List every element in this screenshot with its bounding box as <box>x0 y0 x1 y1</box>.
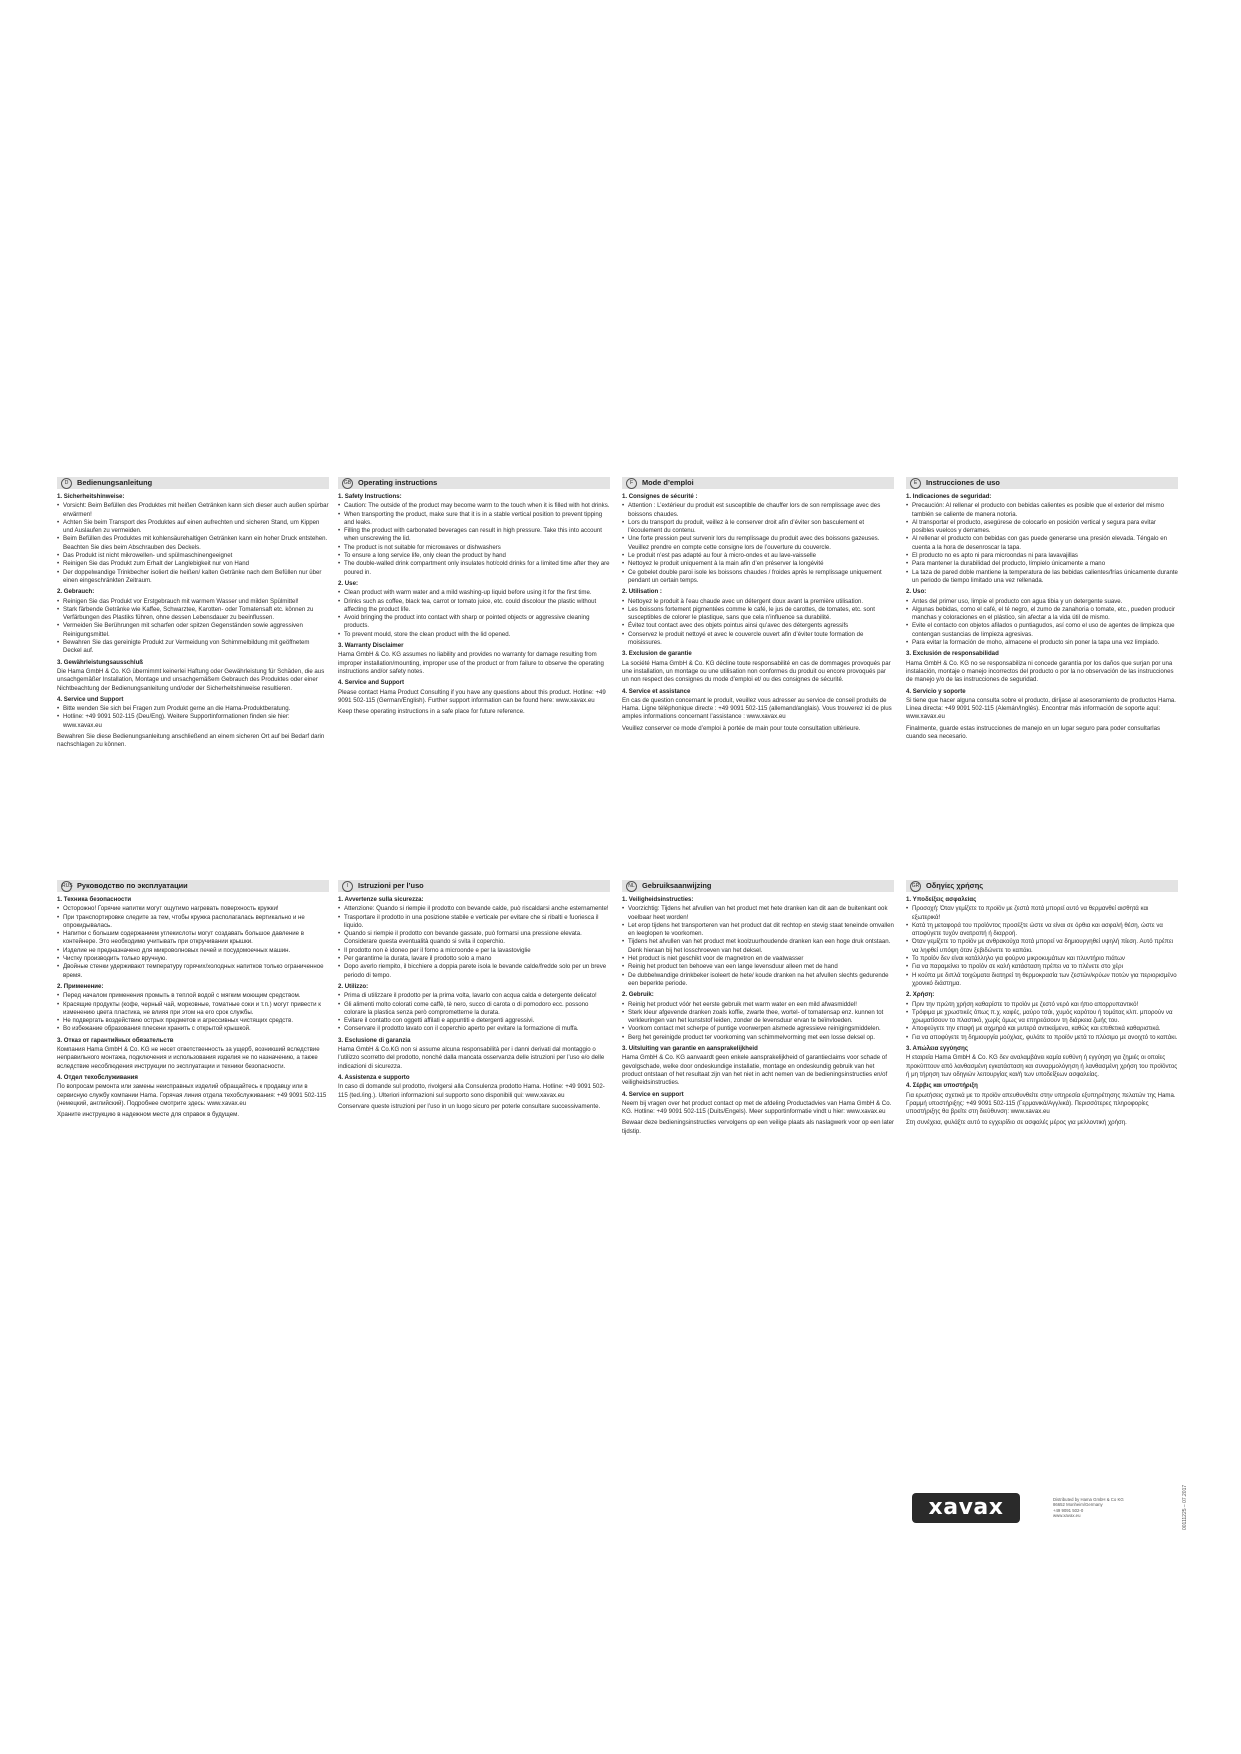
instruction-section <box>57 493 329 585</box>
language-code-badge: NL <box>626 881 637 892</box>
bullet-item: • Berg het gereinigde product ter voorkoming van schimmelvorming met een losse deksel op. <box>622 1034 894 1042</box>
language-panel <box>57 880 329 1119</box>
bullet-list <box>906 598 1178 648</box>
language-code-badge: F <box>626 478 637 489</box>
section-heading: 4. Service en support <box>622 1090 684 1098</box>
bullet-item: • Изделие не предназначено для микроволновых печей и посудомоечных машин. <box>57 947 329 955</box>
bullet-item: • Не подвергать воздействию острых предметов и агрессивных чистящих средств. <box>57 1017 329 1025</box>
bullet-item: • Gli alimenti molto colorati come caffè, tè nero, succo di carota o di pomodoro ecc. possono colorare la plastica senza però comprometterne la durata. <box>338 1001 610 1018</box>
bullet-item: • Evite el contacto con objetos afilados o puntiagudos, así como el uso de agentes de limpieza que contengan sustancias de limpieza agresivas. <box>906 622 1178 639</box>
panel-title: Gebruiksaanwijzing <box>642 880 712 890</box>
bullet-list <box>57 905 329 980</box>
bullet-item: • Во избежание образования плесени хранить с открытой крышкой. <box>57 1025 329 1033</box>
section-heading: 3. Uitsluiting van garantie en aansprakelijkheid <box>622 1045 758 1053</box>
instruction-section <box>338 493 610 577</box>
bullet-item: • Il prodotto non è idoneo per il forno a microonde e per la lavastoviglie <box>338 947 610 955</box>
address-line: www.xavax.eu <box>1053 1513 1081 1519</box>
bullet-item: • Напитки с большим содержанием углекислоты могут создавать большое давление в контейнере. Это необходимо учитывать при откручивании крышки. <box>57 930 329 947</box>
instruction-section <box>338 1074 610 1100</box>
panel-header <box>622 477 894 489</box>
section-heading: 2. Применение: <box>57 982 104 990</box>
bullet-item: • De dubbelwandige drinkbeker isoleert de hete/ koude dranken na het afvullen slechts gedurende een beperkte periode. <box>622 972 894 989</box>
bullet-item: • Hotline: +49 9091 502-115 (Deu/Eng). Weitere Supportinformationen finden sie hier: www.xavax.eu <box>57 713 329 730</box>
section-heading: 4. Servicio y soporte <box>906 687 966 695</box>
closing-note: Keep these operating instructions in a safe place for future reference. <box>338 708 525 716</box>
bullet-item: • Stark färbende Getränke wie Kaffee, Schwarztee, Karotten- oder Tomatensaft etc. können zu Verfärbungen des Plastiks führen, ohne dessen Lebensdauer zu beeinflussen. <box>57 606 329 623</box>
bullet-item: • Κατά τη μεταφορά του προϊόντος προσέξτε ώστε να είναι σε όρθια και ασφαλή θέση, ώστε να αποφύγετε τυχόν ανατροπή ή διαρροή. <box>906 922 1178 939</box>
bullet-list <box>57 502 329 585</box>
bullet-item: • Чистку производить только вручную. <box>57 955 329 963</box>
section-text: Neem bij vragen over het product contact op met de afdeling Productadvies van Hama GmbH & Co. KG. Hotline: +49 9091 502-115 (Duits/Engels). Meer supportinformatie vindt u hier: www.xavax.eu <box>622 1099 892 1116</box>
language-code-badge: GB <box>342 478 353 489</box>
bullet-item: • Όταν γεμίζετε το προϊόν με ανθρακούχα ποτά μπορεί να δημιουργηθεί υψηλή πίεση. Αυτό πρέπει να ληφθεί υπόψη όταν ξεβιδώνετε το καπάκι. <box>906 938 1178 955</box>
bullet-item: • Sterk kleur afgevende dranken zoals koffie, zwarte thee, wortel- of tomatensap enz. kunnen tot verkleuringen van het kunststof leiden, zonder de levensduur ervan te beïnvloeden. <box>622 1009 894 1026</box>
section-heading: 2. Gebrauch: <box>57 588 95 596</box>
instruction-section <box>906 588 1178 647</box>
xavax-logo: xavax <box>912 1493 1020 1523</box>
panel-title: Руководство по эксплуатации <box>77 880 188 890</box>
bullet-item: • Bitte wenden Sie sich bei Fragen zum Produkt gerne an die Hama-Produktberatung. <box>57 705 329 713</box>
section-heading: 1. Veiligheidsinstructies: <box>622 896 694 903</box>
panel-header <box>622 880 894 892</box>
bullet-list <box>57 705 329 730</box>
document-number: 00111225 – 07.2017 <box>1182 1484 1188 1530</box>
bullet-item: • Para evitar la formación de moho, almacene el producto sin poner la tapa una vez limpiado. <box>906 639 1178 647</box>
panel-header <box>906 477 1178 489</box>
panel-header <box>338 880 610 892</box>
section-heading: 2. Χρήση: <box>906 991 935 999</box>
instruction-section <box>338 983 610 1034</box>
bullet-list <box>622 1001 894 1042</box>
bullet-item: • Filling the product with carbonated beverages can result in high pressure. Take this into account when unscrewing the lid. <box>338 527 610 544</box>
bullet-item: • Lors du transport du produit, veillez à le conserver droit afin d’éviter son basculement et l’écoulement du contenu. <box>622 519 894 536</box>
section-text: Si tiene que hacer alguna consulta sobre el producto, diríjase al asesoramiento de productos Hama. Línea directa: +49 9091 502-115 (Alemán/Inglés). Encontrar más información de soporte aquí: www.xavax.eu <box>906 696 1176 721</box>
panel-title: Instrucciones de uso <box>926 477 1000 487</box>
address-line: Distributed by Hama GmbH & Co KG <box>1053 1497 1124 1502</box>
bullet-item: • Evitare il contatto con oggetti affilati e appuntiti e detergenti aggressivi. <box>338 1017 610 1025</box>
section-text: Η εταιρεία Hama GmbH & Co. KG δεν αναλαμβάνει καμία ευθύνη ή εγγύηση για ζημιές οι οποίες προκύπτουν από λανθασμένη εγκατάσταση και συναρμολόγηση ή λανθασμένη χρήση του προϊόντος ή μη τήρηση των οδηγιών λειτουργίας και/ή των υποδείξεων ασφαλείας. <box>906 1054 1178 1078</box>
bullet-item: • Reinigen Sie das Produkt vor Erstgebrauch mit warmem Wasser und milden Spülmittel! <box>57 598 329 606</box>
bullet-item: • Algunas bebidas, como el café, el té negro, el zumo de zanahoria o tomate, etc., pueden producir manchas y coloraciones en el plástico, sin afectar a la vida útil de mismo. <box>906 606 1178 623</box>
bullet-item: • La taza de pared doble mantiene la temperatura de las bebidas calientes/frías únicamente durante un periodo de tiempo limitado una vez rellenada. <box>906 569 1178 586</box>
bullet-item: • Attenzione: Quando si riempie il prodotto con bevande calde, può riscaldarsi anche esternamente! <box>338 905 610 913</box>
section-heading: 2. Gebruik: <box>622 991 654 999</box>
language-panel <box>622 880 894 1136</box>
closing-note: Finalmente, guarde estas instrucciones de manejo en un lugar seguro para poder consultarlas cuando sea necesario. <box>906 724 1161 741</box>
bullet-list <box>338 502 610 577</box>
instruction-section <box>622 991 894 1042</box>
bullet-item: • Le produit n’est pas adapté au four à micro-ondes et au lave-vaisselle <box>622 552 894 560</box>
bullet-item: • Achten Sie beim Transport des Produktes auf einen aufrechten und sicheren Stand, um Kippen und Auslaufen zu vermeiden. <box>57 519 329 536</box>
language-panel <box>906 880 1178 1128</box>
instruction-section <box>57 1074 329 1108</box>
bullet-item: • Precaución: Al rellenar el producto con bebidas calientes es posible que el exterior del mismo también se caliente de manera notoria. <box>906 502 1178 519</box>
language-code-badge: GR <box>910 881 921 892</box>
bullet-item: • Antes del primer uso, limpie el producto con agua tibia y un detergente suave. <box>906 598 1178 606</box>
language-code-badge: I <box>342 881 353 892</box>
instruction-section <box>906 991 1178 1042</box>
bullet-item: • Une forte pression peut survenir lors du remplissage du produit avec des boissons gazeuses. Veuillez prendre en compte cette consigne lors de l’ouverture du couvercle. <box>622 535 894 552</box>
section-text: Please contact Hama Product Consulting if you have any questions about this product. Hotline: +49 9091 502-115 (German/English). Further support information can be found here: www.xavax.eu <box>338 688 606 704</box>
bullet-list <box>906 502 1178 585</box>
bullet-item: • Vermeiden Sie Berührungen mit scharfen oder spitzen Gegenständen sowie aggressiven Reinigungsmittel. <box>57 622 329 639</box>
closing-note: Bewaar deze bedieningsinstructies vervolgens op een veilige plaats als naslagwerk voor op een later tijdstip. <box>622 1119 895 1135</box>
bullet-item: • Tijdens het afvullen van het product met koolzuurhoudende dranken kan een hoge druk ontstaan. Denk hieraan bij het losschroeven van het deksel. <box>622 938 894 955</box>
section-text: La société Hama GmbH & Co. KG décline toute responsabilité en cas de dommages provoqués par une installation, un montage ou une utilisation non conformes du produit ou encore provoqués par un non respect des consignes du mode d’emploi et/ ou des consignes de sécurité. <box>622 659 891 684</box>
closing-note: Στη συνέχεια, φυλάξτε αυτό το εγχειρίδιο σε ασφαλές μέρος για μελλοντική χρήση. <box>906 1119 1127 1127</box>
section-text: Για ερωτήσεις σχετικά με το προϊόν απευθυνθείτε στην υπηρεσία εξυπηρέτησης πελατών της Hama. Γραμμή υποστήριξης: +49 9091 502-115 (Γερμανικά/Αγγλικά). Περισσότερες πληροφορίες υποστήριξης θα βρείτε στη διεύθυνση: www.xavax.eu <box>906 1091 1176 1116</box>
bullet-item: • Reinig het product ten behoeve van een lange levensduur alleen met de hand <box>622 963 894 971</box>
language-panel <box>338 477 610 716</box>
language-code-badge: D <box>61 478 72 489</box>
bullet-list <box>338 589 610 639</box>
section-heading: 2. Use: <box>338 579 358 587</box>
bullet-list <box>622 598 894 648</box>
bullet-item: • Осторожно! Горячие напитки могут ощутимо нагревать поверхность кружки! <box>57 905 329 913</box>
bullet-item: • Reinig het product vóór het eerste gebruik met warm water en een mild afwasmiddel! <box>622 1001 894 1009</box>
closing-note: Храните инструкцию в надежном месте для справок в будущем. <box>57 1111 240 1119</box>
panel-title: Mode d’emploi <box>642 477 694 487</box>
bullet-item: • When transporting the product, make sure that it is in a stable vertical position to prevent tipping and leaks. <box>338 511 610 528</box>
bullet-item: • Prima di utilizzare il prodotto per la prima volta, lavarlo con acqua calda e detergente delicato! <box>338 992 610 1000</box>
bullet-item: • Conservez le produit nettoyé et avec le couvercle ouvert afin d’éviter toute formation de moisissures. <box>622 631 894 648</box>
language-code-badge: E <box>910 478 921 489</box>
section-text: По вопросам ремонта или замены неисправных изделий обращайтесь к продавцу или в сервисную службу компании Hama. Горячая линия отдела техобслуживания: +49 9091 502-115 (немецкий, английский). Подробнее смотрите здесь: www.xavax.eu <box>57 1083 327 1107</box>
bullet-item: • Voorzichtig: Tijdens het afvullen van het product met hete dranken kan dit aan de buitenkant ook voelbaar heet worden! <box>622 905 894 922</box>
panel-header <box>57 880 329 892</box>
bullet-item: • Let erop tijdens het transporteren van het product dat dit rechtop en stevig staat teneinde omvallen en leeglopen te voorkomen. <box>622 922 894 939</box>
section-heading: 4. Service and Support <box>338 679 405 687</box>
instruction-section <box>906 896 1178 988</box>
bullet-item: • Per garantirne la durata, lavare il prodotto solo a mano <box>338 955 610 963</box>
bullet-item: • Τρόφιμα με χρωστικές όπως π.χ. καφές, μαύρο τσάι, χυμός καρότου ή τομάτας κλπ. μπορούν να χρωματίσουν το πλαστικό, χωρίς όμως να επηρεάσουν τη διάρκεια ζωής του. <box>906 1009 1178 1026</box>
section-heading: 3. Gewährleistungsausschluß <box>57 658 144 666</box>
bullet-item: • Reinigen Sie das Produkt zum Erhalt der Langlebigkeit nur von Hand <box>57 560 329 568</box>
bullet-item: • При транспортировке следите за тем, чтобы кружка располагалась вертикально и не опрокидывалась. <box>57 914 329 931</box>
panel-title: Οδηγίες χρήσης <box>926 880 984 890</box>
section-heading: 3. Exclusion de garantie <box>622 650 692 658</box>
bullet-item: • Nettoyez le produit à l’eau chaude avec un détergent doux avant la première utilisation. <box>622 598 894 606</box>
instruction-section <box>622 1045 894 1087</box>
section-heading: 4. Отдел техобслуживания <box>57 1073 138 1081</box>
bullet-item: • Προσοχή: Όταν γεμίζετε το προϊόν με ζεστά ποτά μπορεί αυτό να θερμανθεί αισθητά και εξωτερικά! <box>906 905 1178 922</box>
bullet-item: • Για να αποφύγετε τη δημιουργία μούχλας, φυλάτε το προϊόν μετά το πλύσιμο με ανοιχτό το καπάκι. <box>906 1034 1178 1042</box>
bullet-item: • Beim Befüllen des Produktes mit kohlensäurehaltigen Getränken kann ein hoher Druck entstehen. Beachten Sie dies beim Abschrauben des Deckels. <box>57 535 329 552</box>
bullet-item: • El producto no es apto ni para microondas ni para lavavajillas <box>906 552 1178 560</box>
instruction-section <box>57 983 329 1034</box>
bullet-item: • Красящие продукты (кофе, черный чай, морковные, томатные соки и т.п.) могут привести к изменению цвета пластика, не влияя при этом на его срок службы. <box>57 1001 329 1018</box>
bullet-item: • Перед началом применения промыть в теплой водой с мягким моющим средством. <box>57 992 329 1000</box>
bullet-item: • Al rellenar el producto con bebidas con gas puede generarse una presión elevada. Téngalo en cuenta a la hora de desenroscar la tapa. <box>906 535 1178 552</box>
bullet-list <box>57 598 329 656</box>
instruction-section <box>906 1045 1178 1079</box>
panel-title: Istruzioni per l’uso <box>358 880 424 890</box>
panel-title: Bedienungsanleitung <box>77 477 153 487</box>
bullet-item: • To ensure a long service life, only clean the product by hand <box>338 552 610 560</box>
bullet-item: • Voorkom contact met scherpe of puntige voorwerpen alsmede agressieve reinigingsmiddelen. <box>622 1025 894 1033</box>
language-panel <box>338 880 610 1111</box>
section-heading: 1. Safety Instructions: <box>338 493 402 500</box>
section-heading: 1. Техника безопасности <box>57 896 132 903</box>
instruction-section <box>622 896 894 988</box>
bullet-item: • Al transportar el producto, asegúrese de colocarlo en posición vertical y segura para evitar posibles vuelcos y derrames. <box>906 519 1178 536</box>
section-text: Компания Hama GmbH & Co. KG не несет ответственность за ущерб, возникший вследствие неправильного монтажа, подключения и использования изделия не по назначению, а также вследствие несоблюдения инструкции по эксплуатации и техники безопасности. <box>57 1046 320 1070</box>
section-heading: 3. Esclusione di garanzia <box>338 1036 411 1044</box>
bullet-item: • Caution: The outside of the product may become warm to the touch when it is filled with hot drinks. <box>338 502 610 510</box>
bullet-item: • Bewahren Sie das gereinigte Produkt zur Vermeidung von Schimmelbildung mit geöffnetem Deckel auf. <box>57 639 329 656</box>
section-text: Hama GmbH & Co.KG non si assume alcuna responsabilità per i danni derivati dal montaggio o l’utilizzo scorretto del prodotto, nonché dalla mancata osservanza delle istruzioni per l’uso e/o delle indicazioni di sicurezza. <box>338 1046 605 1070</box>
panel-title: Operating instructions <box>358 477 438 487</box>
section-heading: 3. Отказ от гарантийных обязательств <box>57 1036 174 1044</box>
instruction-section <box>338 896 610 980</box>
closing-note: Conservare queste istruzioni per l’uso in un luogo sicuro per poterle consultare successivamente. <box>338 1102 601 1110</box>
section-text: En cas de question concernant le produit, veuillez vous adresser au service de conseil produits de Hama. Ligne téléphonique directe : +49 9091 502-115 (allemand/anglais). Vous trouverez ici de plus amples informations concernant l’assistance : www.xavax.eu <box>622 696 892 721</box>
bullet-item: • Para mantener la durabilidad del producto, límpielo únicamente a mano <box>906 560 1178 568</box>
bullet-item: • Der doppelwandige Trinkbecher isoliert die heißen/ kalten Getränke nach dem Befüllen nur über einen eingeschränkten Zeitraum. <box>57 569 329 586</box>
instruction-section <box>622 650 894 684</box>
bullet-item: • Conservare il prodotto lavato con il coperchio aperto per evitare la formazione di muffa. <box>338 1025 610 1033</box>
section-text: Hama GmbH & Co. KG assumes no liability and provides no warranty for damage resulting from improper installation/mounting, improper use of the product or from failure to observe the operating instructions and/or safety notes. <box>338 651 604 675</box>
bullet-item: • The double-walled drink compartment only insulates hot/cold drinks for a limited time after they are poured in. <box>338 560 610 577</box>
panel-header <box>906 880 1178 892</box>
bullet-item: • Για να παραμείνει το προϊόν σε καλή κατάσταση πρέπει να το πλένετε στο χέρι <box>906 963 1178 971</box>
section-heading: 3. Warranty Disclaimer <box>338 642 404 650</box>
section-heading: 2. Utilisation : <box>622 588 662 596</box>
bullet-list <box>338 992 610 1033</box>
bullet-item: • Nettoyez le produit uniquement à la main afin d’en préserver la longévité <box>622 560 894 568</box>
instruction-section <box>622 1091 894 1117</box>
section-heading: 1. Sicherheitshinweise: <box>57 493 125 500</box>
bullet-item: • Het product is niet geschikt voor de magnetron en de vaatwasser <box>622 955 894 963</box>
panel-header <box>338 477 610 489</box>
bullet-item: • Dopo averlo riempito, il bicchiere a doppia parete isola le bevande calde/fredde solo per un breve periodo di tempo. <box>338 963 610 980</box>
language-panel <box>57 477 329 750</box>
bullet-item: • Trasportare il prodotto in una posizione stabile e verticale per evitare che si ribalti e fuoriesca il liquido. <box>338 914 610 931</box>
bullet-item: • Πριν την πρώτη χρήση καθαρίστε το προϊόν με ζεστό νερό και ήπιο απορρυπαντικό! <box>906 1001 1178 1009</box>
bullet-list <box>906 1001 1178 1042</box>
bullet-item: • The product is not suitable for microwaves or dishwashers <box>338 544 610 552</box>
section-heading: 3. Exclusión de responsabilidad <box>906 650 999 658</box>
instruction-section <box>338 679 610 705</box>
bullet-item: • Quando si riempie il prodotto con bevande gassate, può formarsi una pressione elevata. Considerare questa eventualità quando si svita il coperchio. <box>338 930 610 947</box>
instruction-section <box>338 1037 610 1071</box>
section-heading: 1. Indicaciones de seguridad: <box>906 493 992 500</box>
section-heading: 3. Απώλεια εγγύησης <box>906 1045 969 1053</box>
instruction-section <box>906 650 1178 684</box>
bullet-item: • Αποφεύγετε την επαφή με αιχμηρά και μυτερά αντικείμενα, καθώς και επιθετικά καθαριστικά. <box>906 1025 1178 1033</box>
address-line: 86652 Monheim/Germany <box>1053 1502 1103 1508</box>
bullet-item: • Η κούπα με διπλά τοιχώματα διατηρεί τη θερμοκρασία των ζεστών/κρύων ποτών για περιορισμένο χρονικό διάστημα. <box>906 972 1178 989</box>
section-text: Hama GmbH & Co. KG aanvaardt geen enkele aansprakelijkheid of garantieclaims voor schade of gevolgschade, welke door ondeskundige installatie, montage en ondeskundig gebruik van het product ontstaan of het resultaat zijn van het niet in acht nemen van de bedieningsinstructies en/of veiligheidsinstructies. <box>622 1054 888 1087</box>
bullet-item: • Двойные стенки удерживают температуру горячих/холодных напитков только ограниченное время. <box>57 963 329 980</box>
language-panel <box>622 477 894 733</box>
instruction-section <box>57 588 329 655</box>
section-heading: 1. Avvertenze sulla sicurezza: <box>338 896 424 903</box>
section-text: Die Hama GmbH & Co. KG übernimmt keinerlei Haftung oder Gewährleistung für Schäden, die aus unsachgemäßer Installation, Montage und unsachgemäßem Gebrauch des Produktes oder einer Nichtbeachtung der Bedienungsanleitung und/oder der Sicherheitshinweise resultieren. <box>57 667 325 692</box>
section-heading: 4. Σέρβις και υποστήριξη <box>906 1082 978 1090</box>
instruction-section <box>57 896 329 980</box>
instruction-section <box>906 493 1178 585</box>
bullet-item: • Avoid bringing the product into contact with sharp or pointed objects or aggressive cleaning products. <box>338 614 610 631</box>
instruction-section <box>57 1037 329 1071</box>
bullet-list <box>622 905 894 988</box>
instruction-section <box>622 688 894 722</box>
panel-header <box>57 477 329 489</box>
bullet-item: • Attention : L’extérieur du produit est susceptible de chauffer lors de son remplissage avec des boissons chaudes. <box>622 502 894 519</box>
instruction-section <box>338 642 610 676</box>
bullet-item: • To prevent mould, store the clean product with the lid opened. <box>338 631 610 639</box>
address-line: +49 9091 502-0 <box>1053 1507 1084 1513</box>
section-heading: 2. Utilizzo: <box>338 982 369 990</box>
instruction-section <box>906 1082 1178 1116</box>
section-heading: 1. Consignes de sécurité : <box>622 493 698 500</box>
section-heading: 2. Uso: <box>906 588 927 596</box>
section-text: Hama GmbH & Co. KG no se responsabiliza ni concede garantía por los daños que surjan por una instalación, montaje o manejo incorrectos del producto o por la no observación de las instrucciones de manejo y/o de las instrucciones de seguridad. <box>906 659 1174 684</box>
bullet-list <box>622 502 894 585</box>
bullet-item: • Évitez tout contact avec des objets pointus ainsi qu’avec des détergents agressifs <box>622 622 894 630</box>
bullet-item: • Vorsicht: Beim Befüllen des Produktes mit heißen Getränken kann sich dieser auch außen spürbar erwärmen! <box>57 502 329 519</box>
section-heading: 1. Υποδείξεις ασφαλείας <box>906 896 977 903</box>
language-panel <box>906 477 1178 741</box>
language-code-badge: RUS <box>61 881 72 892</box>
bullet-item: • Das Produkt ist nicht mikrowellen- und spülmaschinengeeignet <box>57 552 329 560</box>
closing-note: Bewahren Sie diese Bedienungsanleitung anschließend an einem sicheren Ort auf bei Bedarf darin nachschlagen zu können. <box>57 733 325 749</box>
instruction-section <box>338 580 610 639</box>
bullet-item: • Les boissons fortement pigmentées comme le café, le jus de carottes, de tomates, etc. sont susceptibles de colorer le plastique, sans que cela n’influence sa durabilité. <box>622 606 894 623</box>
bullet-list <box>906 905 1178 988</box>
instruction-section <box>57 696 329 730</box>
bullet-item: • Drinks such as coffee, black tea, carrot or tomato juice, etc. could discolour the plastic without affecting the product life. <box>338 598 610 615</box>
closing-note: Veuillez conserver ce mode d’emploi à portée de main pour toute consultation ultérieure. <box>622 724 861 732</box>
section-text: In caso di domande sul prodotto, rivolgersi alla Consulenza prodotto Hama. Hotline: +49 9091 502-115 (ted./ing.). Ulteriori informazioni sul supporto sono disponibili qui: www.xavax.eu <box>338 1083 605 1099</box>
instruction-section <box>57 659 329 693</box>
bullet-item: • Ce gobelet double paroi isole les boissons chaudes / froides après le remplissage uniquement pendant un certain temps. <box>622 569 894 586</box>
section-heading: 4. Service und Support <box>57 695 124 703</box>
bullet-item: • Clean product with warm water and a mild washing-up liquid before using it for the first time. <box>338 589 610 597</box>
section-heading: 4. Service et assistance <box>622 687 691 695</box>
section-heading: 4. Assistenza e supporto <box>338 1073 410 1081</box>
instruction-section <box>622 588 894 647</box>
bullet-list <box>338 905 610 980</box>
distributor-address <box>1053 1497 1124 1519</box>
bullet-list <box>57 992 329 1033</box>
instruction-section <box>622 493 894 585</box>
bullet-item: • Το προϊόν δεν είναι κατάλληλο για φούρνο μικροκυμάτων και πλυντήριο πιάτων <box>906 955 1178 963</box>
instruction-section <box>906 688 1178 722</box>
